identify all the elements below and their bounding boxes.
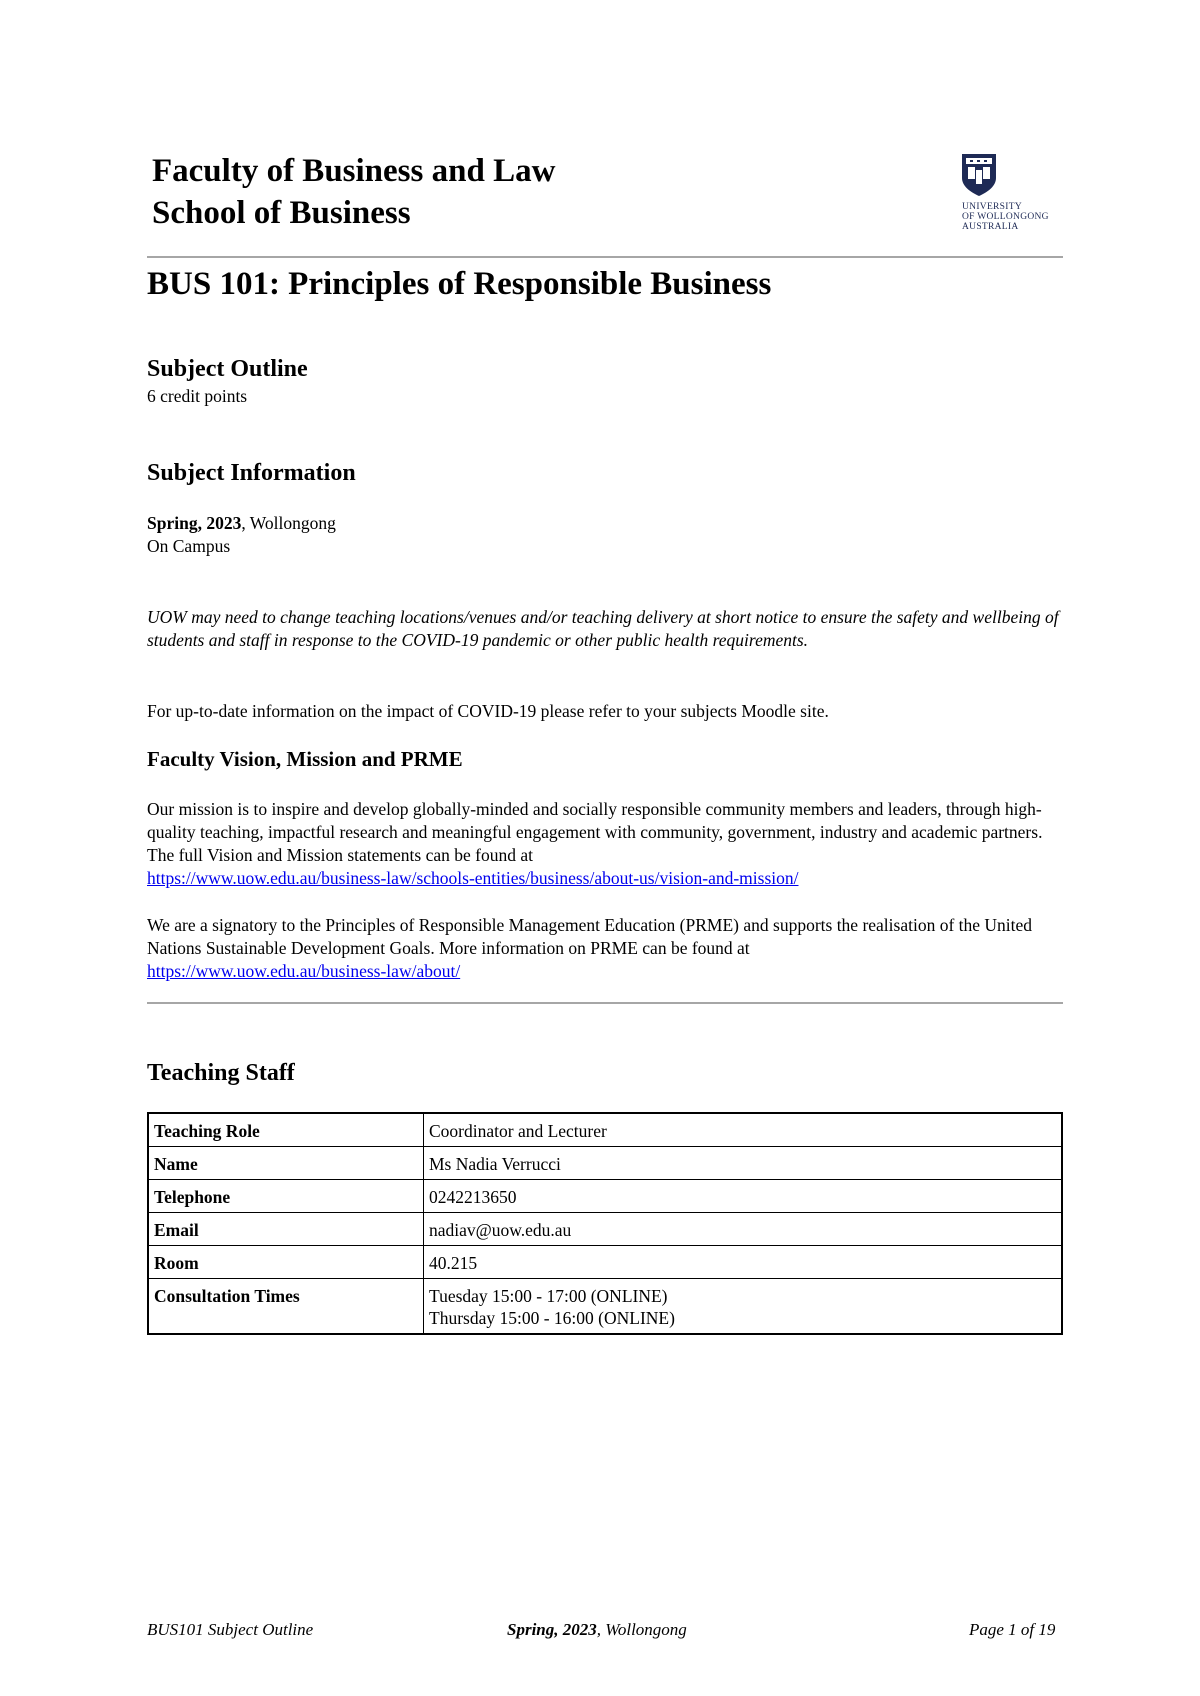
table-row: [148, 1113, 1062, 1147]
subject-outline-heading: Subject Outline: [147, 356, 308, 382]
row-value: 40.215: [424, 1246, 1063, 1279]
row-label: Email: [148, 1213, 424, 1246]
table-row: [148, 1213, 1062, 1246]
subject-title: BUS 101: Principles of Responsible Business: [147, 266, 772, 302]
row-value: 0242213650: [424, 1180, 1063, 1213]
vision-mission-link[interactable]: https://www.uow.edu.au/business-law/schools-entities/business/about-us/vision-and-mission/: [147, 868, 799, 888]
page-number: Page 1 of 19: [969, 1620, 1056, 1639]
logo-line-1: UNIVERSITY: [962, 202, 1022, 212]
logo-line-2: OF WOLLONGONG: [962, 212, 1049, 222]
mission-text: Our mission is to inspire and develop globally-minded and socially responsible community members and leaders, through high-quality teaching, impactful research and meaningful engagement with community, government, industry and academic partners. The full Vision and Mission statements can be found at: [147, 799, 1043, 865]
prme-link[interactable]: https://www.uow.edu.au/business-law/about/: [147, 961, 461, 981]
prme-paragraph: [147, 914, 1067, 983]
header-divider: [147, 256, 1063, 258]
row-value: Coordinator and Lecturer: [424, 1113, 1063, 1147]
section-divider: [147, 1002, 1063, 1004]
faculty-name: Faculty of Business and Law: [152, 153, 556, 189]
mission-paragraph: [147, 798, 1067, 890]
prme-text: We are a signatory to the Principles of Responsible Management Education (PRME) and supports the realisation of the United Nations Sustainable Development Goals. More information on PRME can be found at: [147, 915, 1033, 958]
school-name: School of Business: [152, 195, 411, 231]
row-label: Telephone: [148, 1180, 424, 1213]
row-label: Consultation Times: [148, 1279, 424, 1335]
credit-points: 6 credit points: [147, 386, 248, 406]
delivery-mode: On Campus: [147, 536, 231, 556]
session-campus: , Wollongong: [241, 513, 336, 533]
session-term: Spring, 2023: [147, 513, 242, 533]
table-row: [148, 1147, 1062, 1180]
table-row: [148, 1246, 1062, 1279]
row-label: Teaching Role: [148, 1113, 424, 1147]
table-row: [148, 1279, 1062, 1335]
consultation-time-1: Tuesday 15:00 - 17:00 (ONLINE): [429, 1286, 668, 1306]
faculty-vision-heading: Faculty Vision, Mission and PRME: [147, 747, 463, 771]
footer-campus: , Wollongong: [596, 1620, 687, 1639]
footer-term: Spring, 2023: [507, 1620, 597, 1639]
university-wordmark: [962, 202, 1049, 232]
footer-center: [507, 1620, 687, 1640]
teaching-staff-heading: Teaching Staff: [147, 1060, 295, 1086]
table-row: [148, 1180, 1062, 1213]
logo-line-3: AUSTRALIA: [962, 222, 1019, 232]
row-value: Ms Nadia Verrucci: [424, 1147, 1063, 1180]
row-label: Name: [148, 1147, 424, 1180]
footer-left: BUS101 Subject Outline: [147, 1620, 314, 1639]
teaching-staff-table: [147, 1112, 1063, 1335]
covid-update: For up-to-date information on the impact of COVID-19 please refer to your subjects Moodle site.: [147, 701, 829, 721]
session-line: [147, 512, 1067, 535]
faculty-title-block: [152, 150, 555, 234]
row-value: [424, 1279, 1063, 1335]
subject-information-heading: Subject Information: [147, 460, 356, 486]
consultation-time-2: Thursday 15:00 - 16:00 (ONLINE): [429, 1308, 675, 1328]
row-value: nadiav@uow.edu.au: [424, 1213, 1063, 1246]
covid-notice: UOW may need to change teaching locations/venues and/or teaching delivery at short notice to ensure the safety and wellbeing of students and staff in response to the COVID-19 pandemic or other public health requirements.: [147, 607, 1059, 650]
row-label: Room: [148, 1246, 424, 1279]
